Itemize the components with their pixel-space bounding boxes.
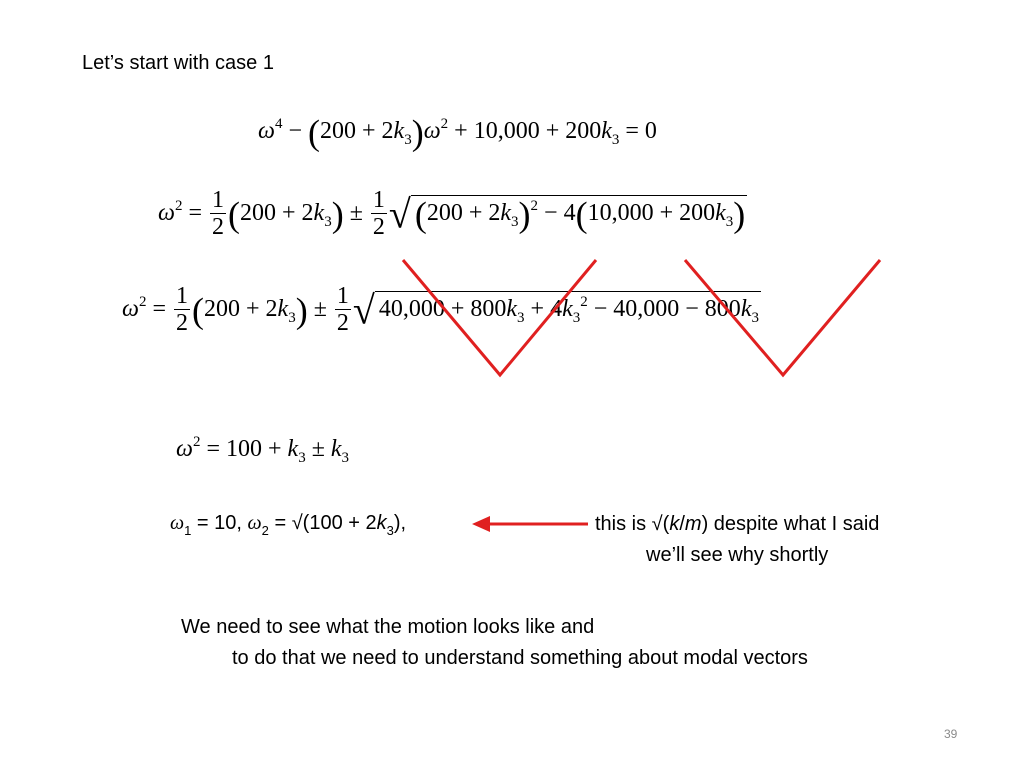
omega2-value: = √(100 + 2 [274,512,377,534]
equation-4: $\omega^2 = 100 + k_3 \pm k_3$ [176,434,350,466]
equation-3: $\omega^2$ = $\frac{1}{2}$ $(200 + 2k_3)$ ± $\frac{1}{2}$ √ $40,000 + 800k_3 + 4k_3^2 - 40,000 - 800k_3$ [122,283,759,337]
omega2-k-sub: 3 [386,523,394,538]
omega2-tail: ), [393,512,407,534]
note-line-2: we’ll see why shortly [646,544,829,566]
omega2-k: k [376,512,387,534]
note-prefix: this is √( [595,513,670,535]
closing-line-2: to do that we need to understand something about modal vectors [232,647,808,669]
cancel-check-mark-left [403,260,596,375]
note-m: m [684,513,702,535]
note-suffix: ) despite what I said [701,513,880,535]
cancel-check-mark-right [685,260,880,375]
note-line-1 [595,513,879,536]
arrow-head [472,516,490,532]
page-number: 39 [944,727,958,741]
omega-results: $\omega_1 = 10$, $\omega_2 = √(100 + 2k_3)$, [170,512,407,538]
note-slash: / [679,513,685,535]
omega1-value: = 10, [196,512,242,534]
slide-heading: Let’s start with case 1 [82,52,274,74]
equation-2: $\omega^2$ = $\frac{1}{2}$ $(200 + 2k_3)$ ± $\frac{1}{2}$ √ $(200 + 2k_3)^2 - 4(10,000 + 200k_3)$ [158,187,746,241]
note-k: k [669,513,680,535]
equation-1: $\omega^4 - (200 + 2k_3)\omega^2 + 10,000 + 200k_3 = 0$ [258,112,657,153]
closing-line-1: We need to see what the motion looks like and [181,616,595,638]
